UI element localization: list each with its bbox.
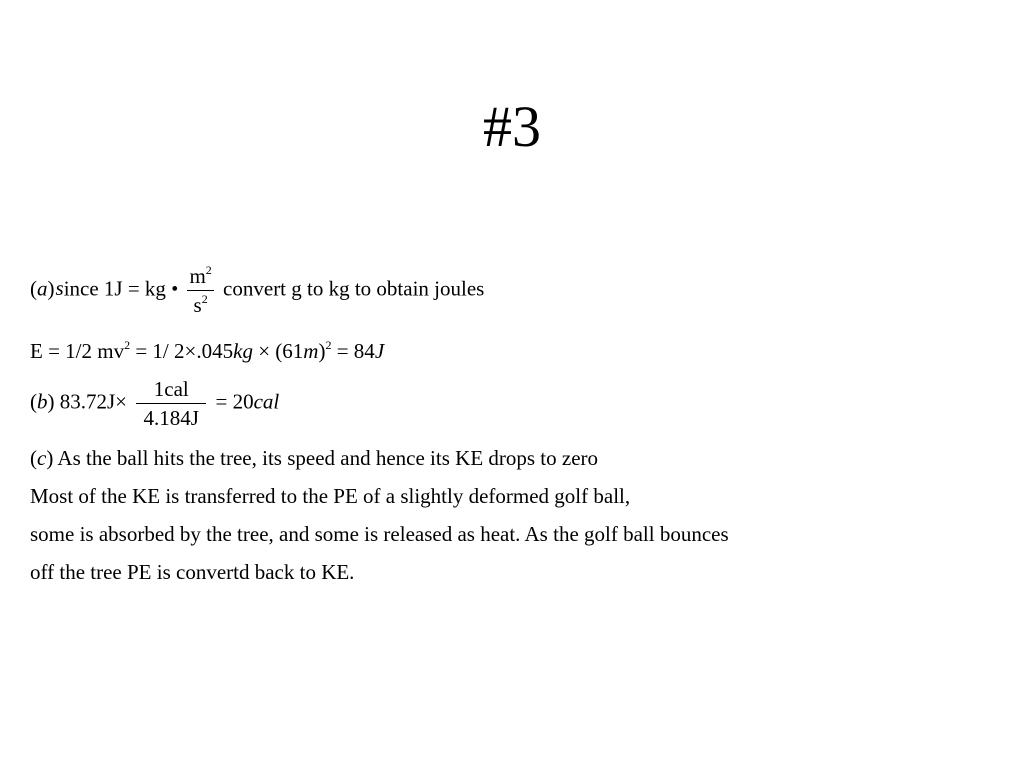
energy-result: = 84: [331, 339, 375, 363]
fraction-numerator: [187, 265, 213, 291]
energy-m: m: [303, 339, 319, 363]
part-a-s: s: [55, 276, 64, 301]
part-b-result: = 20: [215, 389, 254, 414]
energy-exp1: 2: [124, 338, 131, 352]
part-a-text-visible: ince 1J = kg: [63, 276, 166, 301]
part-b-label: b: [37, 389, 48, 414]
part-b-numerator: 1cal: [136, 378, 206, 404]
denominator-exponent: 2: [201, 292, 208, 307]
paragraph-line-1: Most of the KE is transferred to the PE of a slightly deformed golf ball,: [30, 484, 631, 508]
numerator-exponent: 2: [205, 263, 212, 277]
energy-exp2: 2: [325, 338, 332, 352]
part-b-denominator: 4.184J: [143, 406, 199, 431]
energy-kg: kg: [233, 339, 253, 363]
part-a-fraction: [187, 265, 213, 316]
bullet-symbol: •: [171, 278, 179, 301]
part-c-label: c: [37, 446, 47, 470]
energy-unit: J: [374, 339, 385, 363]
energy-equation-line: [30, 338, 385, 363]
slide-title: #3: [483, 94, 541, 159]
paragraph-line-3: off the tree PE is convertd back to KE.: [30, 560, 355, 584]
fraction-denominator: [187, 291, 213, 316]
part-a-line: (a)since 1J = kg • $\frac{m^2}{s^2}$ convert g to kg to obtain joules: [30, 263, 485, 318]
energy-times: × (61: [252, 339, 304, 363]
part-b-unit: cal: [253, 389, 280, 414]
numerator-text: m: [189, 264, 206, 288]
part-b-line: (b) 83.72J× $\frac{\text{1cal}}{4.184J}$ = 20cal: [30, 377, 280, 431]
energy-mid: = 1/ 2×.045: [130, 339, 234, 363]
part-b-fraction: [136, 378, 206, 429]
energy-close: ): [318, 339, 326, 363]
part-a-label: a: [37, 276, 48, 301]
paragraph-line-2: some is absorbed by the tree, and some is released as heat. As the golf ball bounces: [30, 522, 729, 546]
denominator-text: s: [193, 293, 202, 318]
part-a-text-end: convert g to kg to obtain joules: [223, 276, 485, 301]
part-c-line: (c) As the ball hits the tree, its speed and hence its KE drops to zero: [30, 446, 599, 470]
energy-e-part: E = 1/2 mv: [30, 339, 125, 363]
part-b-value: 83.72J×: [59, 389, 128, 414]
part-c-text: As the ball hits the tree, its speed and hence its KE drops to zero: [57, 446, 599, 470]
